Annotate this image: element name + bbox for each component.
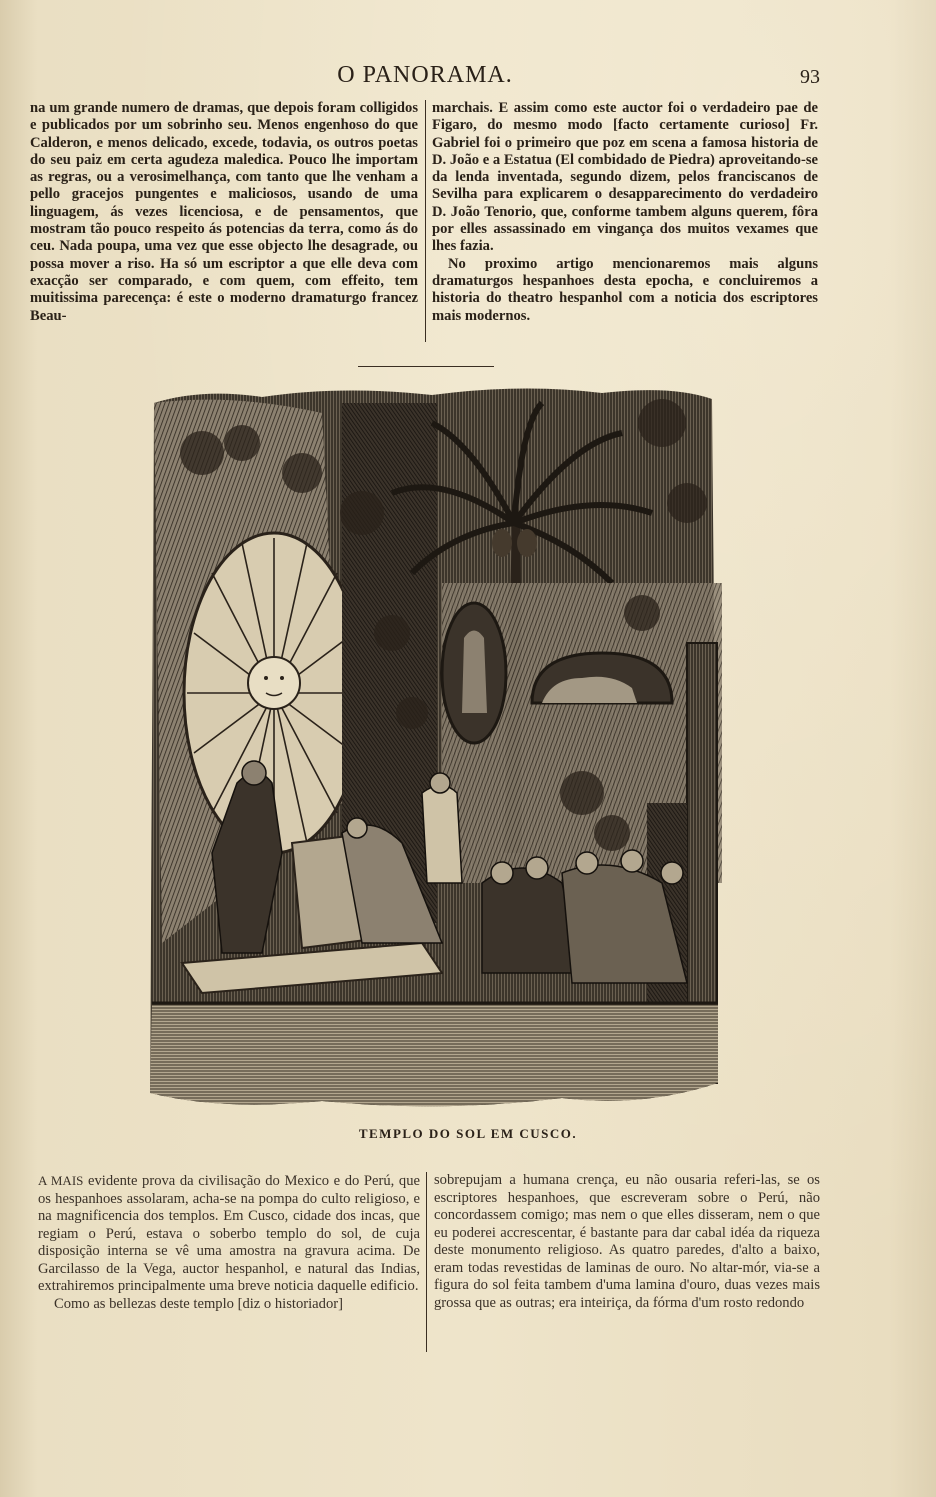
paragraph (38, 1172, 420, 1296)
temple-of-sun-engraving (142, 383, 722, 1113)
sun-face-icon (248, 657, 300, 709)
column-divider (425, 100, 426, 342)
lower-right-column (434, 1172, 820, 1312)
section-rule (358, 366, 494, 367)
paragraph: marchais. E assim como este auctor foi o verdadeiro pae de Figaro, do mesmo modo [facto certamente curioso] Fr. Gabriel foi o primeiro que poz em scena a famosa historia de D. João e a Estatua (El combidado de Piedra) aproveitando-se da lenda inventada, segundo dizem, pelos franciscanos de Sevilha para explicarem o desapparecimento do verdadeiro D. João Tenorio, que, conforme tambem alguns querem, fôra por elles assassinado em vingança dos muitos vexames que lhes fazia. (432, 100, 818, 255)
paragraph: No proximo artigo mencionaremos mais alguns dramaturgos hespanhoes desta epocha, e concluiremos a historia do theatro hespanhol com a noticia dos escriptores mais modernos. (432, 255, 818, 324)
column-divider (426, 1172, 427, 1352)
newspaper-title: O PANORAMA. (337, 62, 513, 88)
paragraph: na um grande numero de dramas, que depois foram colligidos e publicados por um sobrinho seu. Menos engenhoso do que Calderon, e menos delicado, excede, todavia, os outros poetas do seu paiz em certa agudeza maledica. Pouco lhe importam as regras, ou a verosimelhança, com tanto que lhe venham a pello gracejos pungentes e maliciosos, usando de uma linguagem, ás vezes licenciosa, e de pensamentos, que mostram tão pouco respeito ás potencias da terra, como ás do ceu. Nada poupa, uma vez que esse objecto lhe desagrade, ou possa mover a riso. Ha só um escriptor a que elle deva com exacção ser comparado, e com quem, com effeito, tem muitissima parecença: é este o moderno dramaturgo francez Beau- (30, 100, 418, 324)
upper-left-column (30, 100, 418, 325)
figure-caption: TEMPLO DO SOL EM CUSCO. (358, 1126, 578, 1141)
page-number: 93 (800, 66, 820, 88)
lead-caps: A MAIS (38, 1173, 84, 1188)
paragraph: sobrepujam a humana crença, eu não ousaria referi-las, se os escriptores hespanhoes, que escreveram sobre o Perú, não concordassem comigo; mas nem o que elles disseram, nem o que eu poderei accrescentar, é bastante para dar cabal idéa da riqueza deste monumento religioso. As quatro paredes, d'alto a baixo, eram todas revestidas de laminas de ouro. No altar-mór, via-se a figura do sol feita tambem d'uma lamina d'ouro, duas vezes mais grossa que as outras; era inteiriça, da fórma d'um rosto redondo (434, 1172, 820, 1311)
lower-left-column (38, 1172, 420, 1313)
page-header (30, 62, 820, 92)
paragraph: Como as bellezas deste templo [diz o historiador] (54, 1295, 343, 1312)
paragraph-text: evidente prova da civilisação do Mexico e do Perú, que os hespanhoes assolaram, acha-se na pompa do culto religioso, e na magnificencia dos templos. Em Cusco, cidade dos incas, que regiam o Perú, estava o soberbo templo do sol, de cuja disposição interna se vê uma amostra na gravura acima. De Garcilasso de la Vega, auctor hespanhol, e natural das Indias, extrahiremos principalmente uma breve noticia daquelle edificio. (38, 1173, 420, 1294)
upper-right-column (432, 100, 818, 325)
